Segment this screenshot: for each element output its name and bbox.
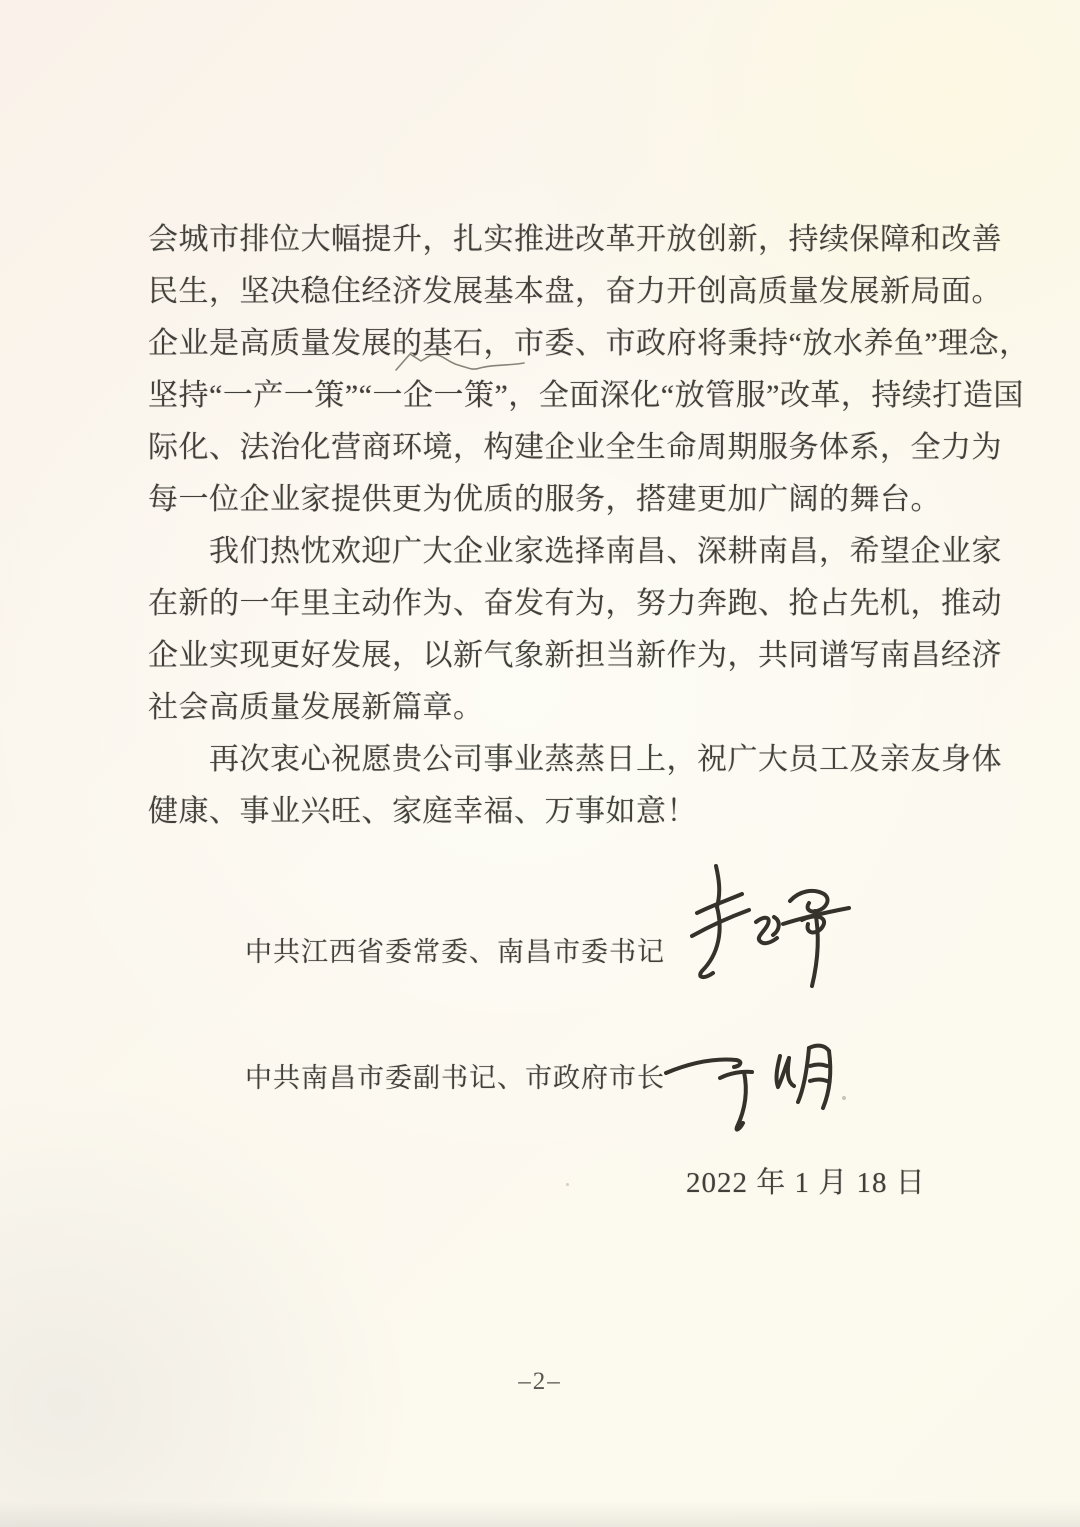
text-line: 企业实现更好发展，以新气象新担当新作为，共同谱写南昌经济 [148, 639, 1002, 672]
signature-title-1: 中共江西省委常委、南昌市委书记 [245, 937, 665, 967]
text-line: 会城市排位大幅提升，扎实推进改革开放创新，持续保障和改善 [148, 223, 1002, 256]
text-line: 社会高质量发展新篇章。 [148, 691, 484, 724]
text-line: 企业是高质量发展的基石，市委、市政府将秉持“放水养鱼”理念， [148, 327, 1030, 360]
text-line: 我们热忱欢迎广大企业家选择南昌、深耕南昌，希望企业家 [209, 535, 1002, 568]
text-line: 健康、事业兴旺、家庭幸福、万事如意！ [148, 795, 697, 828]
text-line: 在新的一年里主动作为、奋发有为，努力奔跑、抢占先机，推动 [148, 587, 1002, 620]
text-line: 坚持“一产一策”“一企一策”，全面深化“放管服”改革，持续打造国 [148, 379, 1024, 412]
page-number: –2– [518, 1368, 562, 1395]
text-line: 每一位企业家提供更为优质的服务，搭建更加广阔的舞台。 [148, 483, 941, 516]
handwritten-signature-2 [658, 1028, 878, 1140]
text-line: 际化、法治化营商环境，构建企业全生命周期服务体系，全力为 [148, 431, 1002, 464]
date-line: 2022 年 1 月 18 日 [686, 1167, 926, 1199]
signature-title-2: 中共南昌市委副书记、市政府市长 [245, 1063, 665, 1093]
text-line: 民生，坚决稳住经济发展基本盘，奋力开创高质量发展新局面。 [148, 275, 1002, 308]
handwritten-signature-1 [686, 860, 856, 998]
text-line: 再次衷心祝愿贵公司事业蒸蒸日上，祝广大员工及亲友身体 [209, 743, 1002, 776]
pen-mark [390, 344, 550, 385]
ink-speck [566, 1183, 569, 1186]
letter-body [148, 214, 1048, 838]
ink-speck [842, 1096, 846, 1100]
